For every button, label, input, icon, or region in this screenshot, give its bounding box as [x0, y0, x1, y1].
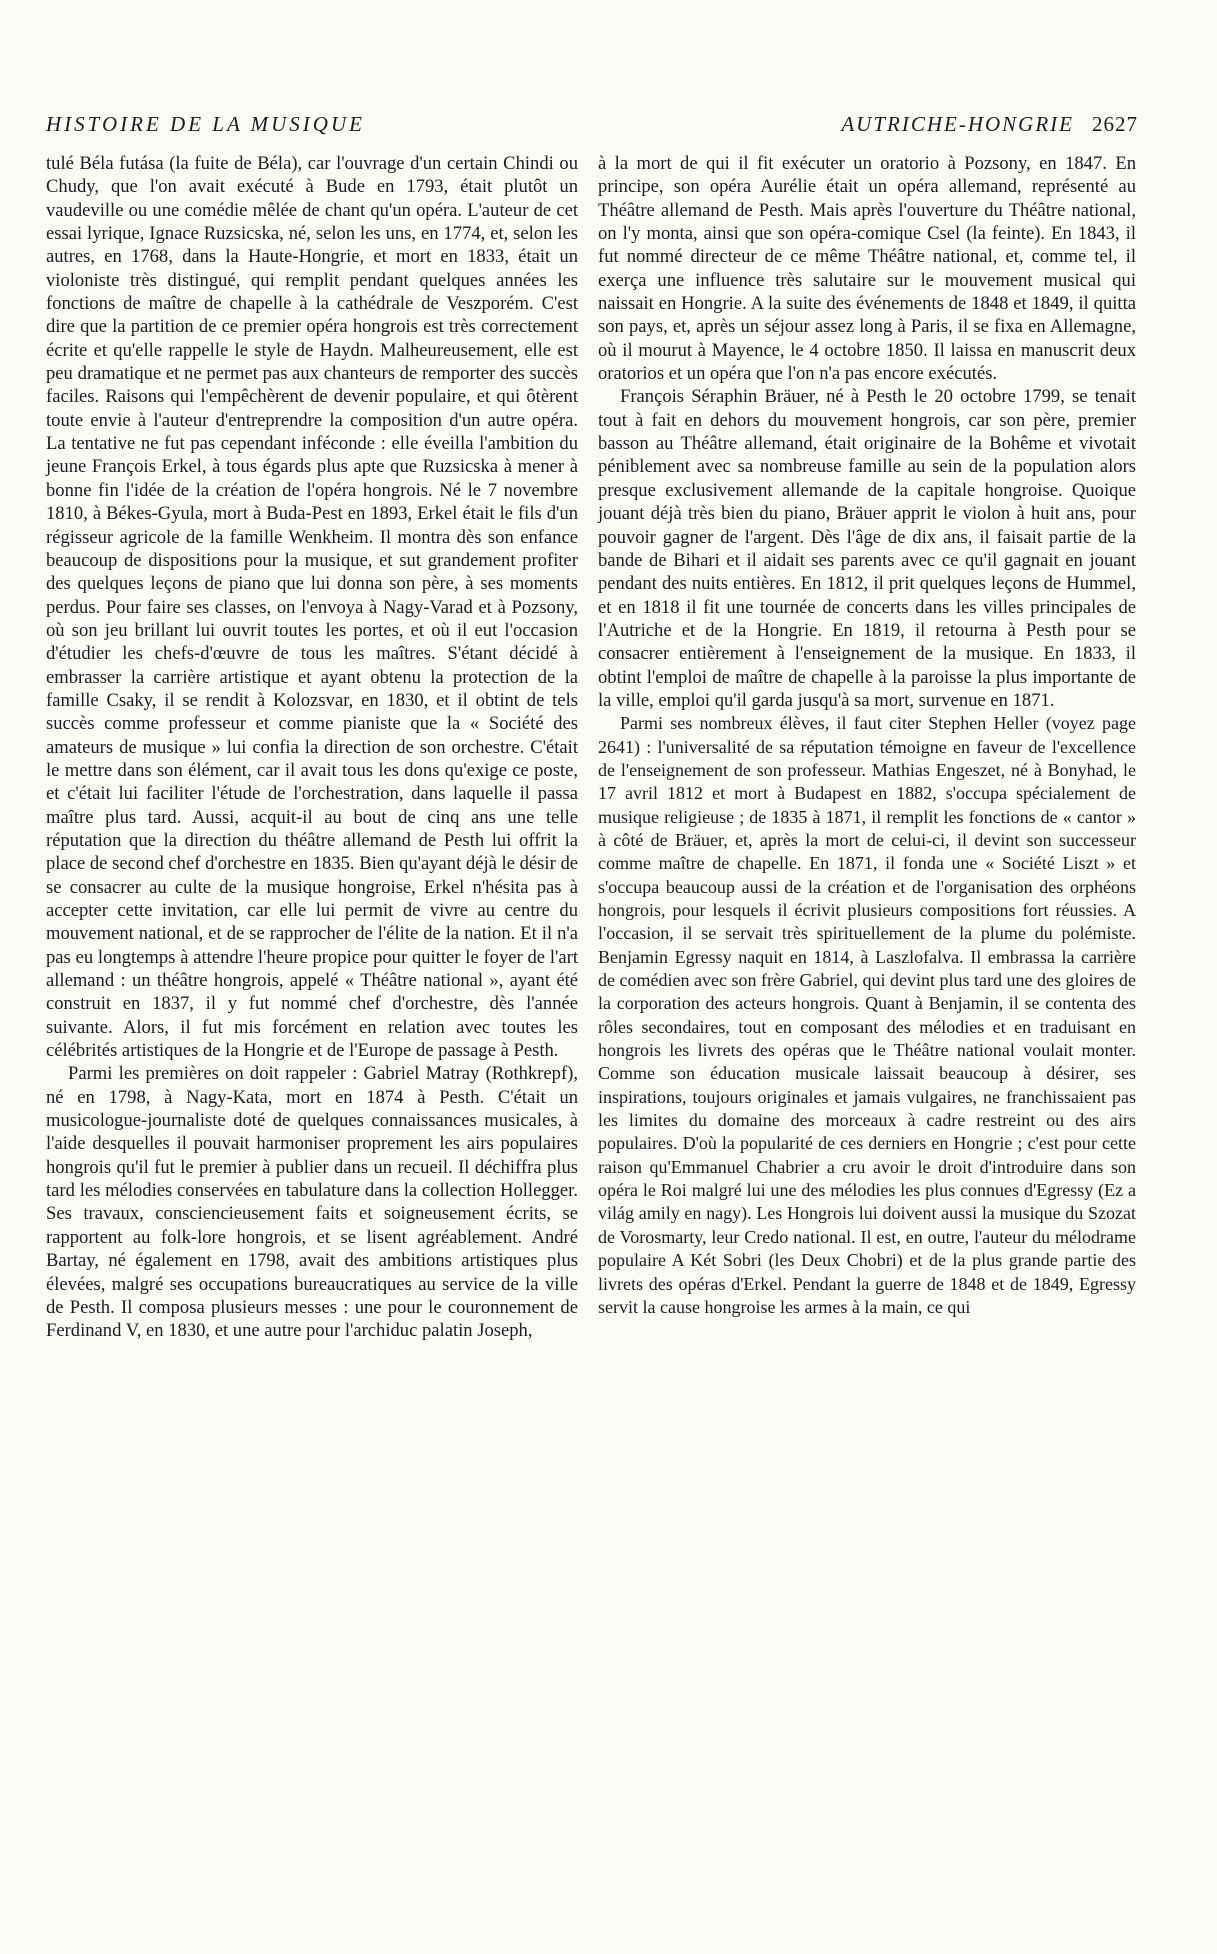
- paragraph: à la mort de qui il fit exécuter un oratorio à Pozsony, en 1847. En principe, son opéra Aurélie était un opéra allemand, représenté au Théâtre allemand de Pesth. Mais après l'ouverture du Théâtre national, on l'y monta, ainsi que son opéra-comique Csel (la feinte). En 1843, il fut nommé directeur de ce même Théâtre national, et, comme tel, il exerça une influence très salutaire sur le mouvement musical qui naissait en Hongrie. A la suite des événements de 1848 et 1849, il quitta son pays, et, après un séjour assez long à Paris, il se fixa en Allemagne, où il mourut à Mayence, le 4 octobre 1850. Il laissa en manuscrit deux oratorios et un opéra que l'on n'a pas encore exécutés.: [598, 153, 1136, 385]
- left-column: [46, 152, 578, 1343]
- header-left-title: HISTOIRE DE LA MUSIQUE: [46, 112, 365, 136]
- header-right-title: AUTRICHE-HONGRIE: [841, 112, 1074, 136]
- paragraph: tulé Béla futása (la fuite de Béla), car l'ouvrage d'un certain Chindi ou Chudy, que l'on avait exécuté à Bude en 1793, était plutôt un vaudeville ou une comédie mêlée de chant qu'un opéra. L'auteur de cet essai lyrique, Ignace Ruzsicska, né, selon les uns, en 1774, et, selon les autres, en 1768, dans la Haute-Hongrie, et mort en 1833, était un violoniste très distingué, qui remplit pendant quelques années les fonctions de maître de chapelle à la cathédrale de Veszporém. C'est dire que la partition de ce premier opéra hongrois est très correctement écrite et qu'elle rappelle le style de Haydn. Malheureusement, elle est peu dramatique et ne permet pas aux chanteurs de remporter des succès faciles. Raisons qui l'empêchèrent de devenir populaire, et qui ôtèrent toute envie à l'auteur d'entreprendre la composition d'un autre opéra. La tentative ne fut pas cependant inféconde : elle éveilla l'ambition du jeune François Erkel, à tous égards plus apte que Ruzsicska à mener à bonne fin l'idée de la création de l'opéra hongrois. Né le 7 novembre 1810, à Békes-Gyula, mort à Buda-Pest en 1893, Erkel était le fils d'un régisseur agricole de la famille Wenkheim. Il montra dès son enfance beaucoup de dispositions pour la musique, et sut grandement profiter des quelques leçons de piano que lui donna son père, à ses moments perdus. Pour faire ses classes, on l'envoya à Nagy-Varad et à Pozsony, où son jeu brillant lui ouvrit toutes les portes, et où il eut l'occasion d'étudier les chefs-d'œuvre de tous les maîtres. S'étant décidé à embrasser la carrière artistique et ayant obtenu la protection de la famille Csaky, il se rendit à Kolozsvar, en 1830, et il obtint de tels succès comme professeur et comme pianiste que la « Société des amateurs de musique » lui confia la direction de son orchestre. C'était le mettre dans son élément, car il avait tous les dons qu'exige ce poste, et c'était lui faciliter l'étude de l'orchestration, dans laquelle il passa maître plus tard. Aussi, acquit-il au bout de cinq ans une telle réputation que la direction du théâtre allemand de Pesth lui offrit la place de second chef d'orchestre en 1835. Bien qu'ayant déjà le désir de se consacrer au culte de la musique hongroise, Erkel n'hésita pas à accepter cette invitation, car elle lui permit de vivre au centre du mouvement national, et de se rapprocher de l'élite de la nation. Et il n'a pas eu longtemps à attendre l'heure propice pour quitter le foyer de l'art allemand : un théâtre hongrois, appelé « Théâtre national », ayant été construit en 1837, il y fut nommé chef d'orchestre, dès l'année suivante. Alors, il fut mis forcément en relation avec toutes les célébrités artistiques de la Hongrie et de l'Europe de passage à Pesth.: [46, 153, 578, 1062]
- header-right: [841, 112, 1138, 137]
- paragraph: Parmi les premières on doit rappeler : Gabriel Matray (Rothkrepf), né en 1798, à Nagy-Kata, mort en 1874 à Pesth. C'était un musicologue-journaliste doté de quelques connaissances musicales, à l'aide desquelles il pouvait harmoniser proprement les airs populaires hongrois qu'il fut le premier à publier dans un recueil. Il déchiffra plus tard les mélodies conservées en tabulature dans la collection Hollegger. Ses travaux, consciencieusement faits et soigneusement écrits, se rapportent au folk-lore hongrois, et se lisent agréablement. André Bartay, né également en 1798, avait des ambitions artistiques plus élevées, malgré ses occupations bureaucratiques au service de la ville de Pesth. Il composa plusieurs messes : une pour le couronnement de Ferdinand V, en 1830, et une autre pour l'archiduc palatin Joseph,: [46, 1063, 578, 1342]
- running-header: [46, 112, 1138, 142]
- paragraph: Parmi ses nombreux élèves, il faut citer Stephen Heller (voyez page 2641) : l'universalité de sa réputation témoigne en faveur de l'excellence de l'enseignement de son professeur. Mathias Engeszet, né à Bonyhad, le 17 avril 1812 et mort à Budapest en 1882, s'occupa spécialement de musique religieuse ; de 1835 à 1871, il remplit les fonctions de « cantor » à côté de Bräuer, et, après la mort de celui-ci, il devint son successeur comme maître de chapelle. En 1871, il fonda une « Société Liszt » et s'occupa beaucoup aussi de la création et de l'organisation des orphéons hongrois, pour lesquels il écrivit plusieurs compositions fort réussies. A l'occasion, il se servait très spirituellement de la plume du polémiste. Benjamin Egressy naquit en 1814, à Laszlofalva. Il embrassa la carrière de comédien avec son frère Gabriel, qui devint plus tard une des gloires de la corporation des acteurs hongrois. Quant à Benjamin, il se contenta des rôles secondaires, tout en composant des mélodies et en traduisant en hongrois les livrets des opéras que le Théâtre national voulait monter. Comme son éducation musicale laissait beaucoup à désirer, ses inspirations, toujours originales et jamais vulgaires, ne franchissaient pas les limites du domaine des morceaux à cadre restreint ou des airs populaires. D'où la popularité de ces derniers en Hongrie ; c'est pour cette raison qu'Emmanuel Chabrier a cru avoir le droit d'introduire dans son opéra le Roi malgré lui une des mélodies les plus connues d'Egressy (Ez a világ amily en nagy). Les Hongrois lui doivent aussi la musique du Szozat de Vorosmarty, leur Credo national. Il est, en outre, l'auteur du mélodrame populaire A Két Sobri (les Deux Chobri) et de la plus grande partie des livrets des opéras d'Erkel. Pendant la guerre de 1848 et de 1849, Egressy servit la cause hongroise les armes à la main, ce qui: [598, 713, 1136, 1317]
- right-column: [598, 152, 1136, 1319]
- paragraph: François Séraphin Bräuer, né à Pesth le 20 octobre 1799, se tenait tout à fait en dehors du mouvement hongrois, car son père, premier basson au Théâtre allemand, était originaire de la Bohême et vivotait péniblement avec sa nombreuse famille au sein de la population alors presque exclusivement allemande de la capitale hongroise. Quoique jouant déjà très bien du piano, Bräuer apprit le violon à huit ans, pour pouvoir gagner de l'argent. Dès l'âge de dix ans, il faisait partie de la bande de Bihari et il aidait ses parents avec ce qu'il gagnait en jouant pendant des nuits entières. En 1812, il prit quelques leçons de Hummel, et en 1818 il fit une tournée de concerts dans les villes principales de l'Autriche et de la Hongrie. En 1819, il retourna à Pesth pour se consacrer entièrement à l'enseignement de la musique. En 1833, il obtint l'emploi de maître de chapelle à la paroisse la plus importante de la ville, emploi qu'il garda jusqu'à sa mort, survenue en 1871.: [598, 386, 1136, 711]
- page-number: 2627: [1092, 112, 1138, 136]
